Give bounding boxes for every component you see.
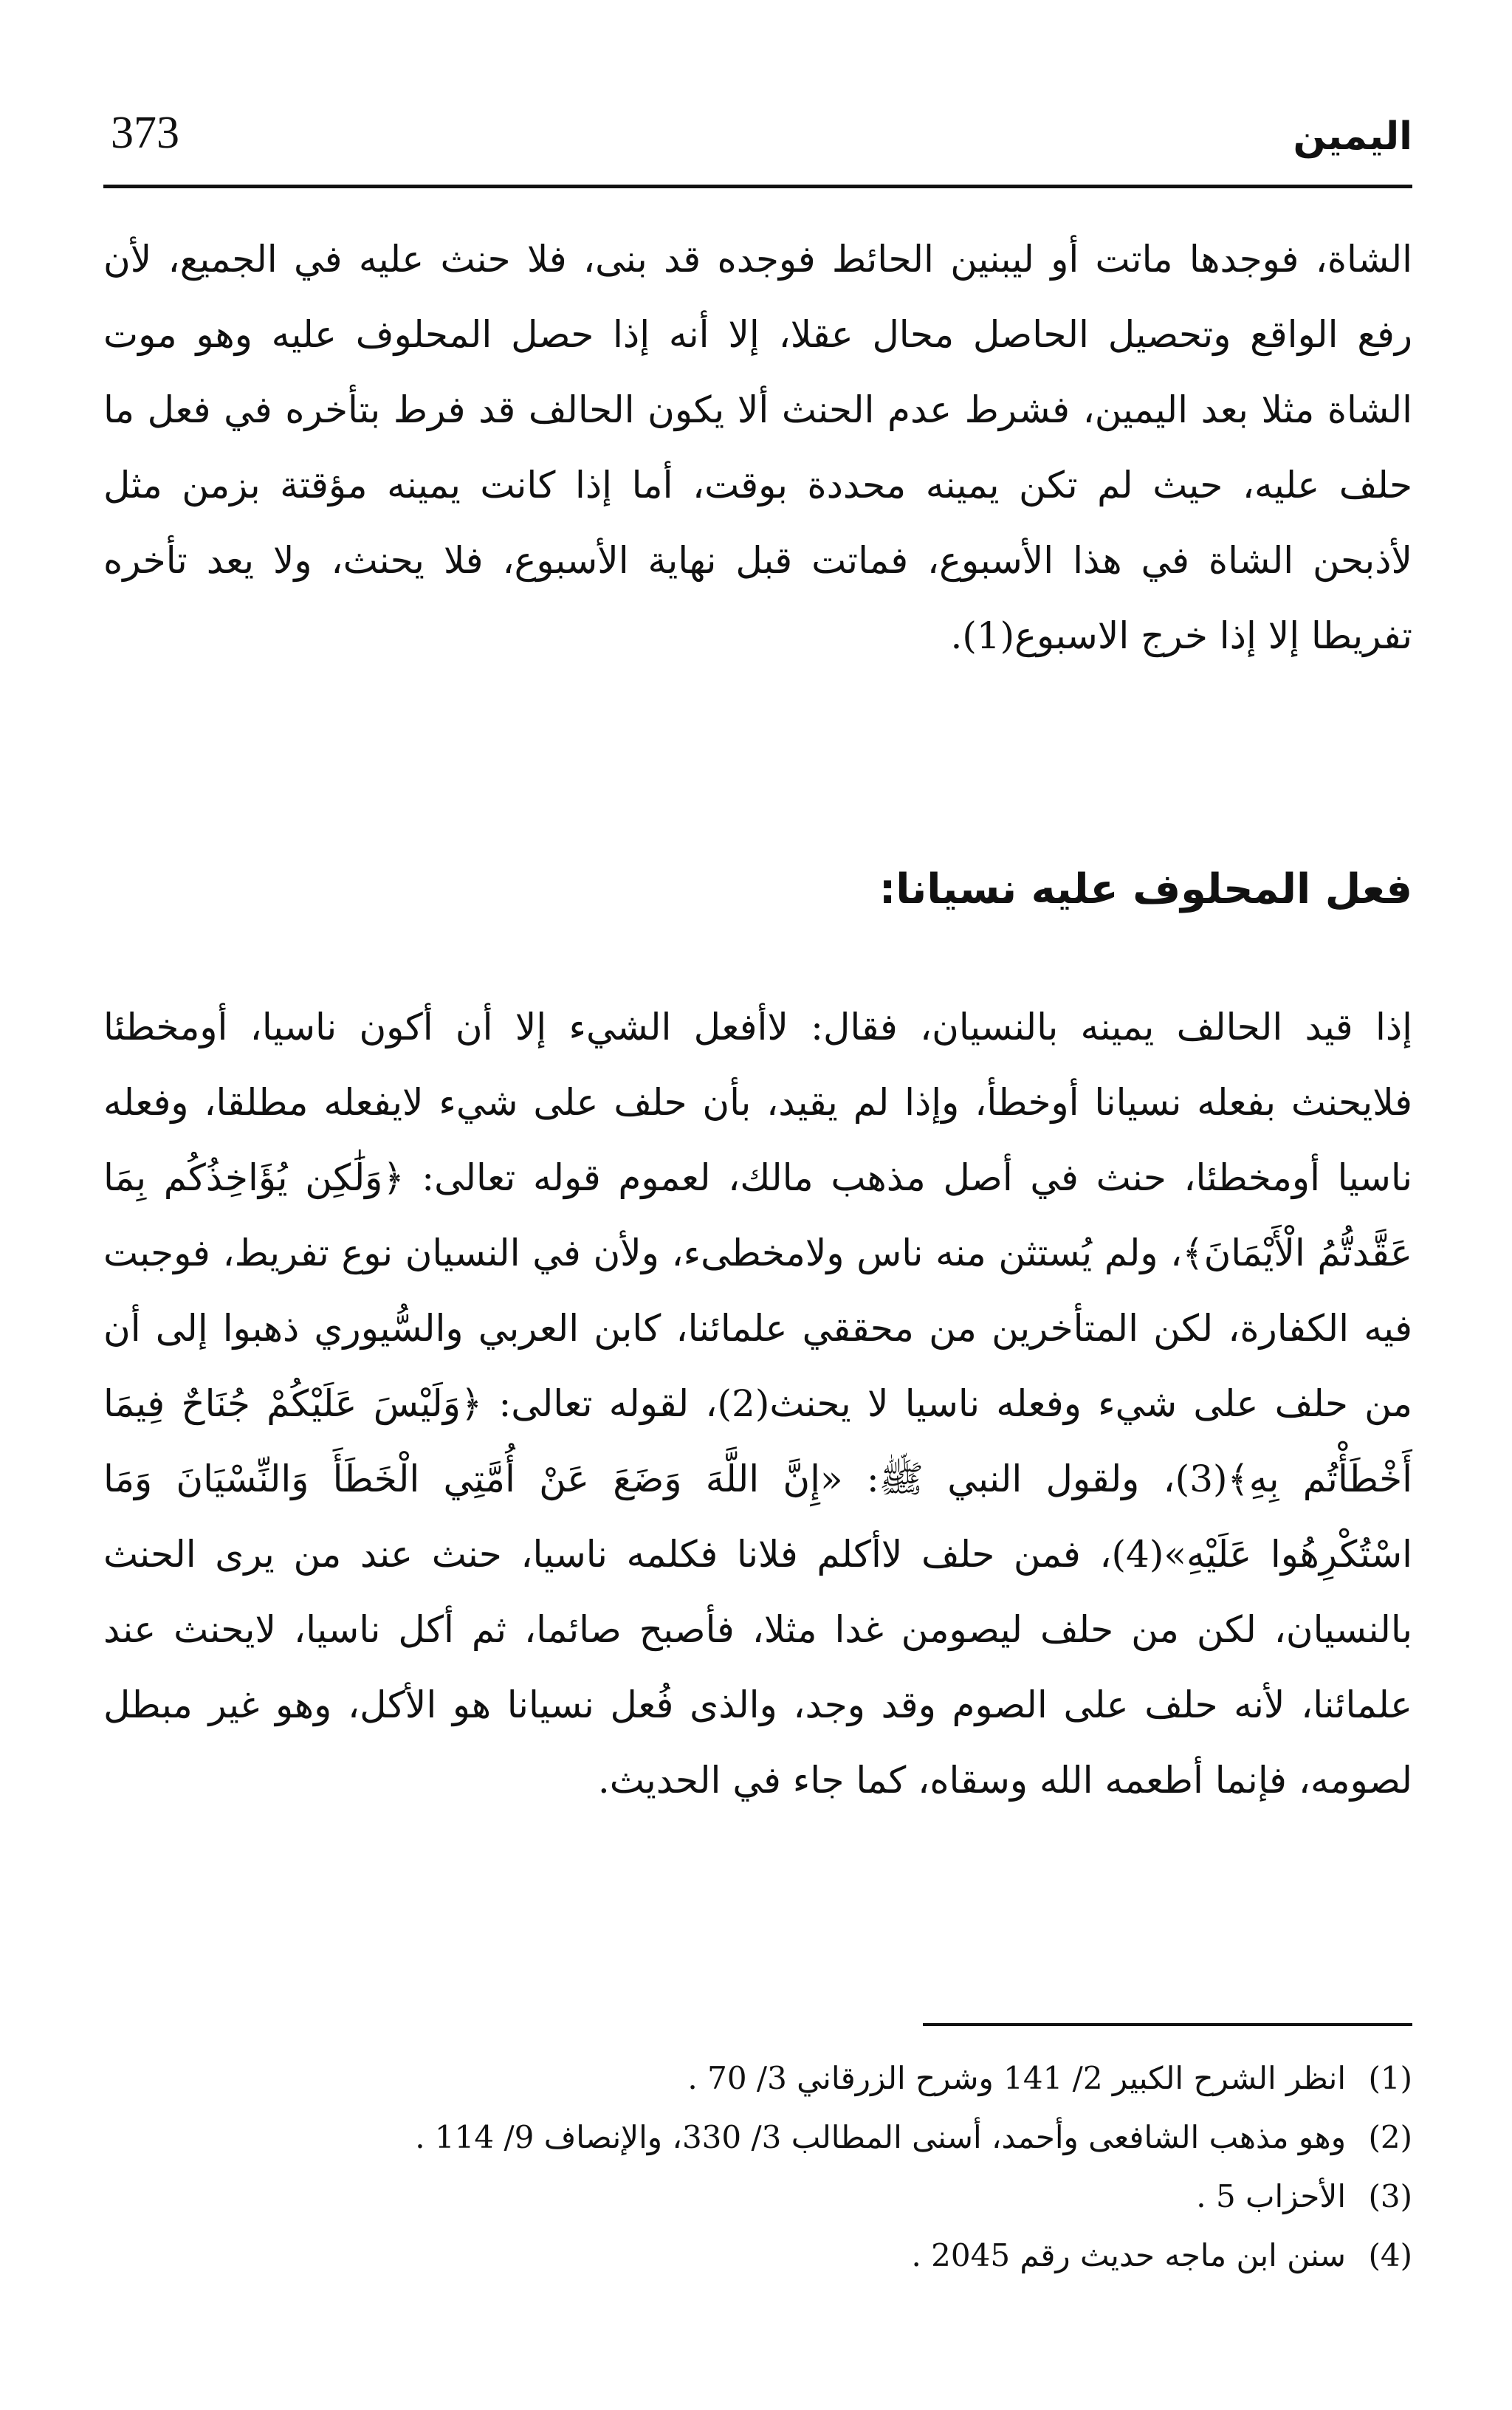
footnote-item bbox=[103, 2167, 1412, 2226]
footnote-item bbox=[103, 2226, 1412, 2285]
section-heading: فعل المحلوف عليه نسيانا: bbox=[879, 865, 1412, 913]
footnote-item bbox=[103, 2049, 1412, 2108]
footnotes-list bbox=[103, 2049, 1412, 2285]
footnote-divider bbox=[923, 2023, 1412, 2026]
footnote-item bbox=[103, 2108, 1412, 2167]
footnote-text: الأحزاب 5 . bbox=[1196, 2178, 1346, 2214]
page-number: 373 bbox=[111, 108, 179, 158]
footnote-text: وهو مذهب الشافعى وأحمد، أسنى المطالب 3/ 330، والإنصاف 9/ 114 . bbox=[415, 2119, 1346, 2155]
paragraph-2-text: إذا قيد الحالف يمينه بالنسيان، فقال: لاأفعل الشيء إلا أن أكون ناسيا، أومخطئا فلايحنث بفعله نسيانا أوخطأ، وإذا لم يقيد، بأن حلف على شيء لايفعله مطلقا، وفعله ناسيا أومخطئا، حنث في أصل مذهب مالك، لعموم قوله تعالى: ﴿وَلَٰكِن يُؤَاخِذُكُم بِمَا عَقَّدتُّمُ الْأَيْمَانَ﴾، ولم يُستثن منه ناس ولامخطىء، ولأن في النسيان نوع تفريط، فوجبت فيه الكفارة، لكن المتأخرين من محققي علمائنا، كابن العربي والسُّيوري ذهبوا إلى أن من حلف على شيء وفعله ناسيا لا يحنث(2)، لقوله تعالى: ﴿وَلَيْسَ عَلَيْكُمْ جُنَاحٌ فِيمَا أَخْطَأْتُم بِهِ﴾(3)، ولقول النبي ﷺ: «إِنَّ اللَّهَ وَضَعَ عَنْ أُمَّتِي الْخَطَأَ وَالنِّسْيَانَ وَمَا اسْتُكْرِهُوا عَلَيْهِ»(4)، فمن حلف لاأكلم فلانا فكلمه ناسيا، حنث عند من يرى الحنث بالنسيان، لكن من حلف ليصومن غدا مثلا، فأصبح صائما، ثم أكل ناسيا، لايحنث عند علمائنا، لأنه حلف على الصوم وقد وجد، والذى فُعل نسيانا هو الأكل، وهو غير مبطل لصومه، فإنما أطعمه الله وسقاه، كما جاء في الحديث. bbox=[103, 1006, 1412, 1802]
footnote-number: (2) bbox=[1368, 2119, 1412, 2155]
footnote-text: انظر الشرح الكبير 2/ 141 وشرح الزرقاني 3/ 70 . bbox=[687, 2060, 1346, 2096]
footnote-text: سنن ابن ماجه حديث رقم 2045 . bbox=[911, 2237, 1346, 2273]
paragraph-continued bbox=[103, 222, 1412, 673]
running-title: اليمين bbox=[1293, 114, 1412, 159]
footnote-number: (4) bbox=[1368, 2237, 1412, 2273]
footnote-number: (3) bbox=[1368, 2178, 1412, 2214]
footnote-number: (1) bbox=[1368, 2060, 1412, 2096]
paragraph-main bbox=[103, 989, 1412, 1818]
paragraph-1-text: الشاة، فوجدها ماتت أو ليبنين الحائط فوجده قد بنى، فلا حنث عليه في الجميع، لأن رفع الواقع وتحصيل الحاصل محال عقلا، إلا أنه إذا حصل المحلوف عليه وهو موت الشاة مثلا بعد اليمين، فشرط عدم الحنث ألا يكون الحالف قد فرط بتأخره في فعل ما حلف عليه، حيث لم تكن يمينه محددة بوقت، أما إذا كانت يمينه مؤقتة بزمن مثل لأذبحن الشاة في هذا الأسبوع، فماتت قبل نهاية الأسبوع، فلا يحنث، ولا يعد تأخره تفريطا إلا إذا خرج الاسبوع(1). bbox=[103, 238, 1412, 657]
page-header bbox=[103, 103, 1412, 188]
